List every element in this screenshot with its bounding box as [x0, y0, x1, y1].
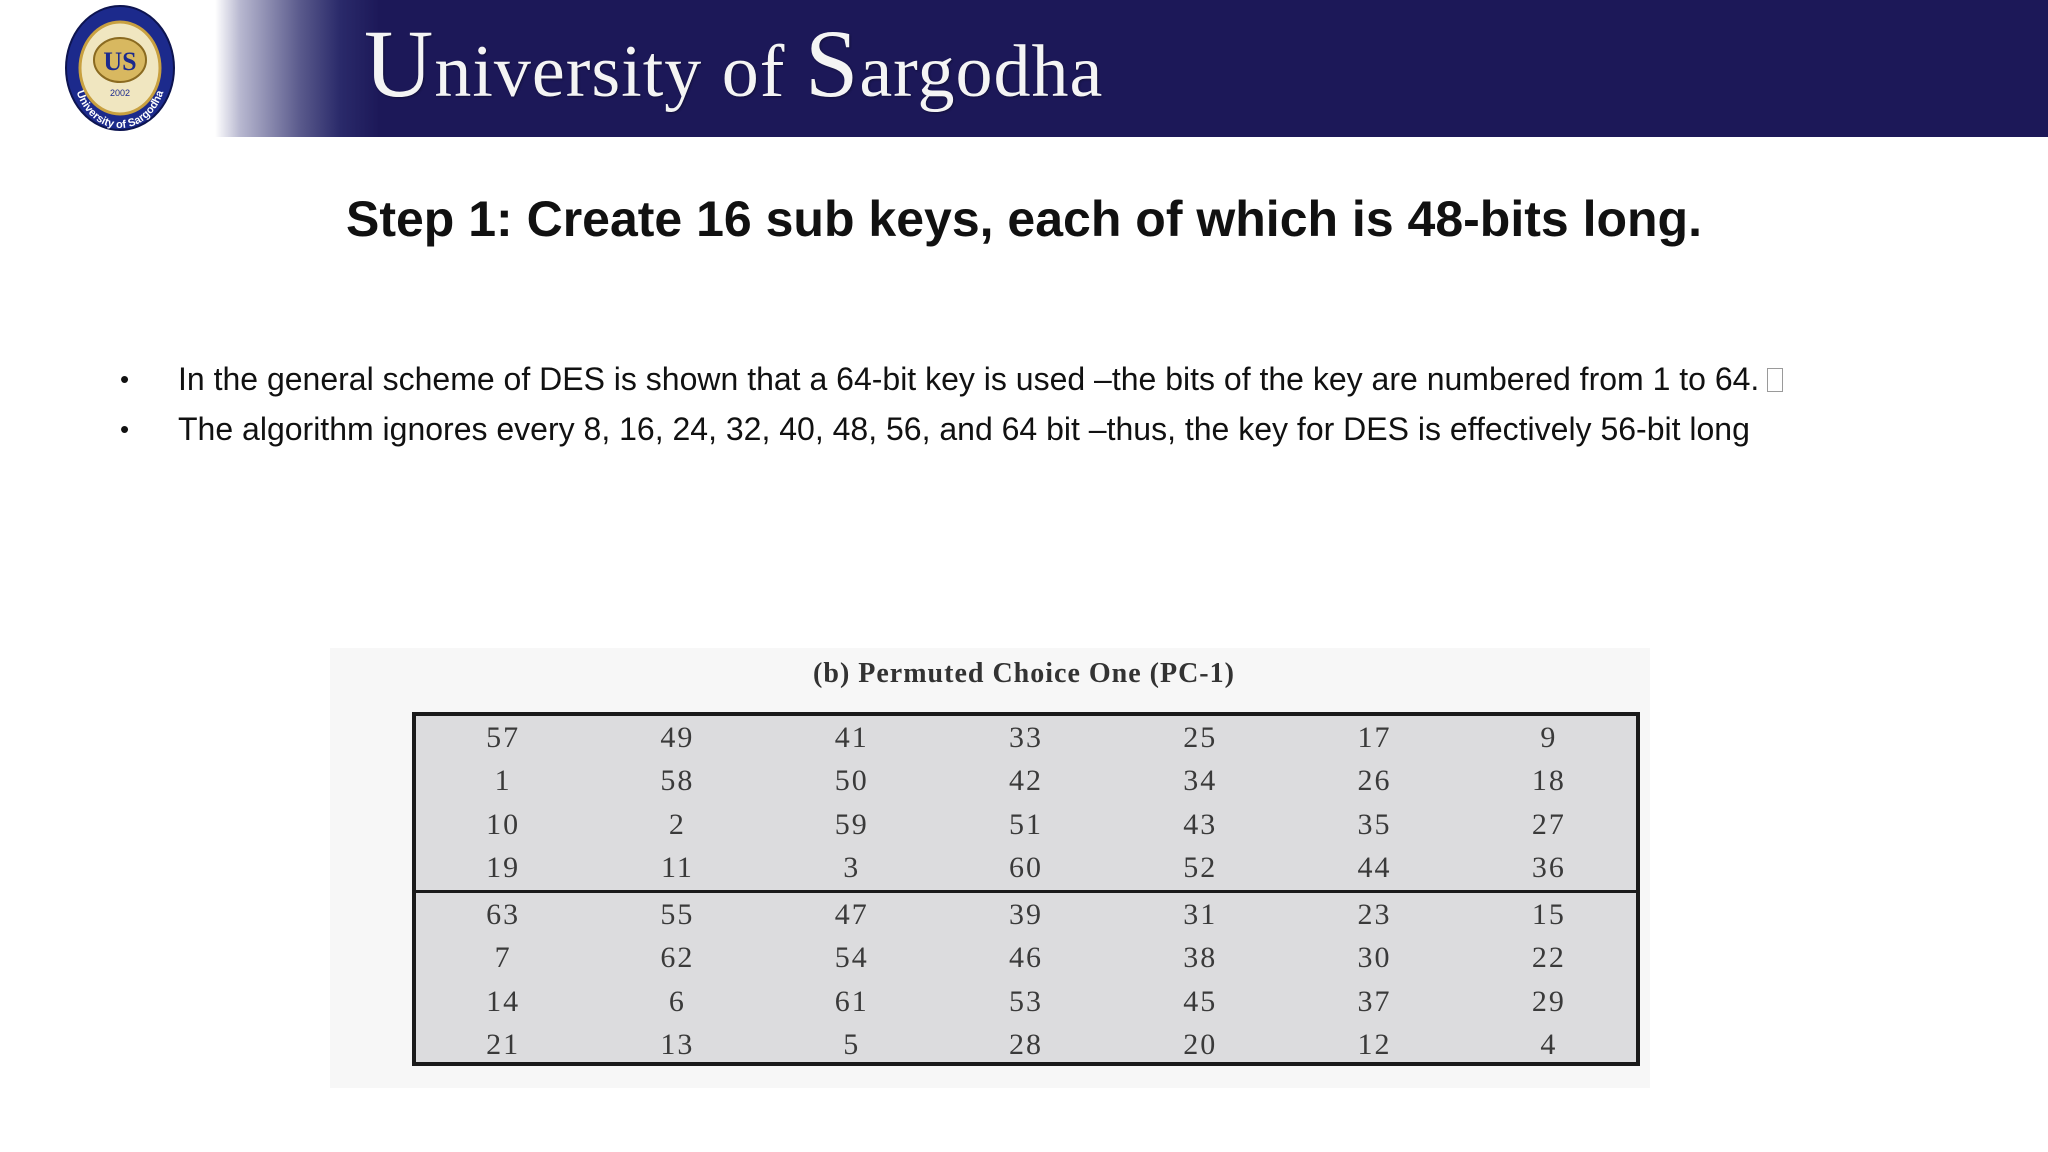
table-cell: 39	[1008, 897, 1043, 931]
table-cell: 47	[834, 897, 869, 931]
table-cell: 42	[1008, 764, 1043, 798]
table-cell: 33	[1008, 720, 1043, 754]
table-cell: 52	[1183, 851, 1218, 885]
table-cell: 55	[660, 897, 695, 931]
table-cell: 22	[1531, 941, 1566, 975]
table-caption: (b) Permuted Choice One (PC-1)	[813, 658, 1235, 689]
bullet-list	[120, 354, 1783, 454]
table-cell: 17	[1357, 720, 1392, 754]
table-cell: 20	[1183, 1028, 1218, 1062]
table-cell: 11	[660, 851, 694, 885]
table-cell: 21	[486, 1028, 521, 1062]
table-cell: 26	[1357, 764, 1392, 798]
table-cell: 45	[1183, 984, 1218, 1018]
bullet-item	[120, 354, 1783, 404]
table-row	[416, 890, 1636, 937]
table-cell: 34	[1183, 764, 1218, 798]
table-row	[416, 803, 1636, 847]
table-cell: 18	[1531, 764, 1566, 798]
table-cell: 12	[1357, 1028, 1392, 1062]
table-cell: 53	[1008, 984, 1043, 1018]
table-cell: 30	[1357, 941, 1392, 975]
table-row	[416, 1024, 1636, 1068]
table-row	[416, 716, 1636, 760]
table-cell: 1	[494, 764, 512, 798]
bullet-item	[120, 404, 1783, 454]
table-cell: 44	[1357, 851, 1392, 885]
table-cell: 27	[1531, 807, 1566, 841]
table-cell: 6	[668, 984, 686, 1018]
logo-monogram: US	[103, 47, 137, 76]
table-cell: 62	[660, 941, 695, 975]
table-row	[416, 760, 1636, 804]
table-cell: 15	[1531, 897, 1566, 931]
bullet-text: The algorithm ignores every 8, 16, 24, 32, 40, 48, 56, and 64 bit –thus, the key for DES is effectively 56-bit long	[178, 411, 1750, 447]
slide-title: Step 1: Create 16 sub keys, each of which is 48-bits long.	[346, 191, 1702, 247]
table-cell: 60	[1008, 851, 1043, 885]
table-cell: 28	[1008, 1028, 1043, 1062]
table-cell: 14	[486, 984, 521, 1018]
table-cell: 10	[486, 807, 521, 841]
missing-glyph-box-icon	[1767, 368, 1783, 392]
table-cell: 7	[494, 941, 512, 975]
table-cell: 25	[1183, 720, 1218, 754]
header-banner	[0, 0, 2048, 137]
table-cell: 19	[486, 851, 521, 885]
logo-year: 2002	[109, 88, 131, 98]
university-title-part1: niversity of	[434, 31, 805, 113]
logo-ring-text: University of Sargodha	[73, 88, 167, 132]
table-cell: 37	[1357, 984, 1392, 1018]
university-logo	[64, 4, 176, 132]
table-cell: 46	[1008, 941, 1043, 975]
university-title-initial-u: U	[364, 10, 435, 117]
table-cell: 59	[834, 807, 869, 841]
table-cell: 54	[834, 941, 869, 975]
table-cell: 58	[660, 764, 695, 798]
table-cell: 49	[660, 720, 695, 754]
university-title-initial-s: S	[804, 10, 860, 117]
table-row	[416, 937, 1636, 981]
table-cell: 50	[834, 764, 869, 798]
table-cell: 9	[1540, 720, 1558, 754]
bullet-text: In the general scheme of DES is shown that a 64-bit key is used –the bits of the key are numbered from 1 to 64.	[178, 361, 1760, 397]
university-title	[364, 10, 1104, 122]
table-cell: 43	[1183, 807, 1218, 841]
table-cell: 2	[668, 807, 686, 841]
table-row	[416, 980, 1636, 1024]
table-cell: 35	[1357, 807, 1392, 841]
table-cell: 51	[1008, 807, 1043, 841]
table-cell: 4	[1540, 1028, 1558, 1062]
table-cell: 5	[843, 1028, 861, 1062]
table-cell: 41	[834, 720, 869, 754]
table-cell: 29	[1531, 984, 1566, 1018]
table-cell: 36	[1531, 851, 1566, 885]
university-title-part2: argodha	[859, 31, 1104, 113]
table-row	[416, 847, 1636, 891]
bullet-dot-icon: •	[120, 364, 130, 394]
table-cell: 23	[1357, 897, 1392, 931]
table-cell: 38	[1183, 941, 1218, 975]
table-cell: 3	[843, 851, 861, 885]
table-cell: 61	[834, 984, 869, 1018]
pc1-table	[412, 712, 1640, 1066]
bullet-dot-icon: •	[120, 414, 130, 444]
table-cell: 63	[486, 897, 521, 931]
table-cell: 57	[486, 720, 521, 754]
table-cell: 31	[1183, 897, 1218, 931]
table-cell: 13	[660, 1028, 695, 1062]
